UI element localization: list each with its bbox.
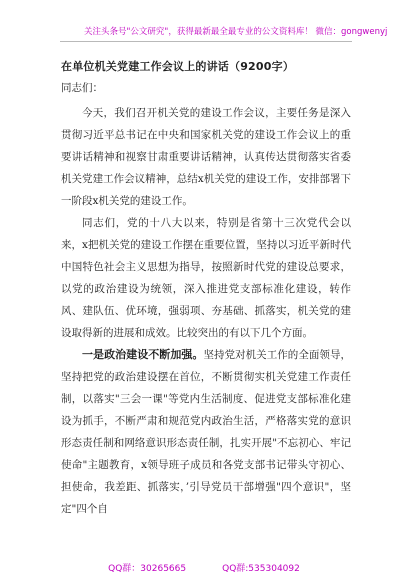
paragraph-text: 坚持党对机关工作的全面领导，坚持把党的政治建设摆在首位，不断贯彻实机关党建工作责任制，以落实"三会一课"等党内生活制度、促进党支部标准化建设为抓手，不断严肃和规范党内政治生活，严格落实党的意识形态责任制和网络意识形态责任制，扎实开展"不忘初心、牢记使命"主题教育，x领导班子成员和各党支部书记带头守初心、担使命，我差距、抓落实，’引导党员干部增强"四个意识"，坚定"四个自	[61, 349, 352, 515]
header-banner	[0, 0, 408, 56]
document-body	[61, 58, 351, 520]
paragraph-text: 今天，我们召开机关党的建设工作会议，主要任务是深入贯彻习近平总书记在中央和国家机关党的建设工作会议上的重要讲话精神和视察甘肃重要讲话精神，认真传达贯彻落实省委机关党建工作会议精神，总结x机关党的建设工作，安排部署下一阶段x机关党的建设工作。	[61, 107, 351, 207]
header-notice: 关注头条号"公文研究"，获得最新最全最专业的公文资料库！ 微信：gongwenyj	[84, 27, 388, 37]
paragraph	[61, 102, 351, 212]
paragraph-text: 同志们，党的十八大以来，特别是省第十三次党代会以来，x把机关党的建设工作摆在重要位置，坚持以习近平新时代中国特色社会主义思想为指导，按照新时代党的建设总要求，以党的政治建设为统领，深入推进党支部标准化建设，转作风、建队伍、优环境，强弱项、夯基础、抓落实，机关党的建设取得新的进展和成效。比较突出的有以下几个方面。	[61, 217, 351, 339]
paragraph-lead: 一是政治建设不断加强。	[82, 348, 204, 361]
footer-contacts	[0, 561, 408, 574]
footer-qq-group-right: QQ群:535304092	[222, 564, 300, 574]
header-divider	[60, 41, 352, 42]
salutation: 同志们：	[61, 82, 103, 94]
paragraph	[61, 212, 351, 344]
document-title: 在单位机关党建工作会议上的讲话（9200字）	[61, 60, 295, 73]
paragraph	[61, 344, 351, 520]
footer-qq-group-left: QQ群：30265665	[108, 564, 187, 574]
